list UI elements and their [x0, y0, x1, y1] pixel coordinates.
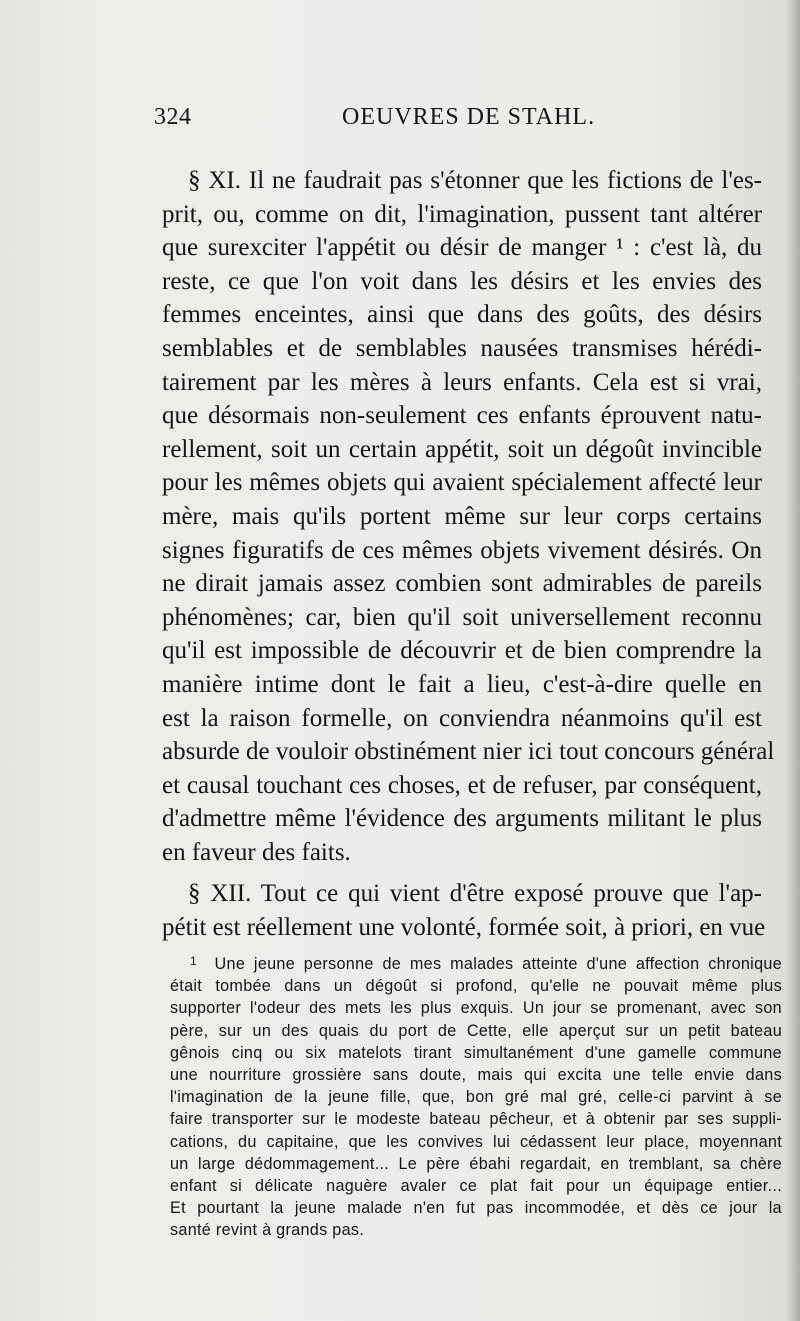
footnote-line: père, sur un des quais du port de Cette, elle aperçut sur un petit bateau [170, 1021, 782, 1040]
footnote-line [170, 950, 782, 975]
text-line: est la raison formelle, on conviendra néanmoins qu'il est [162, 704, 762, 732]
text-line: qu'il est impossible de découvrir et de bien comprendre la [162, 637, 762, 665]
text-line: mère, mais qu'ils portent même sur leur corps certains [162, 502, 762, 530]
page-edge-shadow [786, 0, 800, 1321]
footnote [170, 950, 782, 1242]
footnote-line: l'imagination de la jeune fille, que, bon gré mal gré, celle-ci parvint à se [170, 1088, 782, 1107]
text-line: d'admettre même l'évidence des arguments militant le plus [162, 805, 762, 833]
text-line: § XII. Tout ce qui vient d'être exposé prouve que l'ap- [188, 880, 762, 908]
text-line: femmes enceintes, ainsi que dans des goûts, des désirs [162, 301, 762, 329]
footnote-marker: 1 [190, 954, 197, 968]
text-line: absurde de vouloir obstinément nier ici tout concours général [162, 738, 775, 766]
footnote-line-text: Une jeune personne de mes malades atteinte d'une affection chronique [214, 955, 782, 973]
text-line: reste, ce que l'on voit dans les désirs et les envies des [162, 267, 762, 295]
footnote-line: santé revint à grands pas. [170, 1221, 365, 1240]
running-title: OEUVRES DE STAHL. [342, 104, 596, 130]
text-line: pour les mêmes objets qui avaient spécialement affecté leur [162, 469, 762, 497]
page-number: 324 [154, 104, 192, 130]
running-header [154, 104, 764, 144]
footnote-line: cations, du capitaine, que les convives lui cédassent leur place, moyennant [170, 1132, 782, 1151]
text-line: tairement par les mères à leurs enfants. Cela est si vrai, [162, 368, 762, 396]
text-line: que surexciter l'appétit ou désir de manger ¹ : c'est là, du [162, 234, 762, 262]
text-line: en faveur des faits. [162, 838, 351, 866]
text-line: pétit est réellement une volonté, formée soit, à priori, en vue [162, 914, 766, 942]
footnote-line: était tombée dans un dégoût si profond, qu'elle ne pouvait même plus [170, 977, 782, 996]
footnote-line: une nourriture grossière sans doute, mais qui excita une telle envie dans [170, 1066, 782, 1085]
text-line: semblables et de semblables nausées transmises hérédi- [162, 334, 762, 362]
footnote-line: Et pourtant la jeune malade n'en fut pas incommodée, et dès ce jour la [170, 1199, 782, 1218]
footnote-line: un large dédommagement... Le père ébahi regardait, en tremblant, sa chère [170, 1154, 782, 1173]
text-line: et causal touchant ces choses, et de refuser, par conséquent, [162, 771, 762, 799]
main-text [162, 164, 775, 945]
text-line: rellement, soit un certain appétit, soit un dégoût invincible [162, 435, 762, 463]
text-line: manière intime dont le fait a lieu, c'est-à-dire quelle en [162, 670, 762, 698]
text-line: que désormais non-seulement ces enfants éprouvent natu- [162, 402, 762, 430]
text-line: phénomènes; car, bien qu'il soit universellement reconnu [162, 603, 762, 631]
text-line: prit, ou, comme on dit, l'imagination, pussent tant altérer [162, 200, 762, 228]
footnote-line: enfant si délicate naguère avaler ce plat fait pour un équipage entier... [170, 1177, 782, 1196]
footnote-line: gênois cinq ou six matelots tirant simultanément d'une gamelle commune [170, 1043, 782, 1062]
text-line: § XI. Il ne faudrait pas s'étonner que les fictions de l'es- [188, 167, 762, 194]
paragraph-xi [162, 164, 775, 869]
paragraph-xii [162, 877, 766, 944]
footnote-line: supporter l'odeur des mets les plus exquis. Un jour se promenant, avec son [170, 999, 782, 1018]
footnote-line: faire transporter sur le modeste bateau pêcheur, et à obtenir par ses suppli- [170, 1110, 782, 1129]
text-line: signes figuratifs de ces mêmes objets vivement désirés. On [162, 536, 762, 564]
text-line: ne dirait jamais assez combien sont admirables de pareils [162, 570, 762, 598]
